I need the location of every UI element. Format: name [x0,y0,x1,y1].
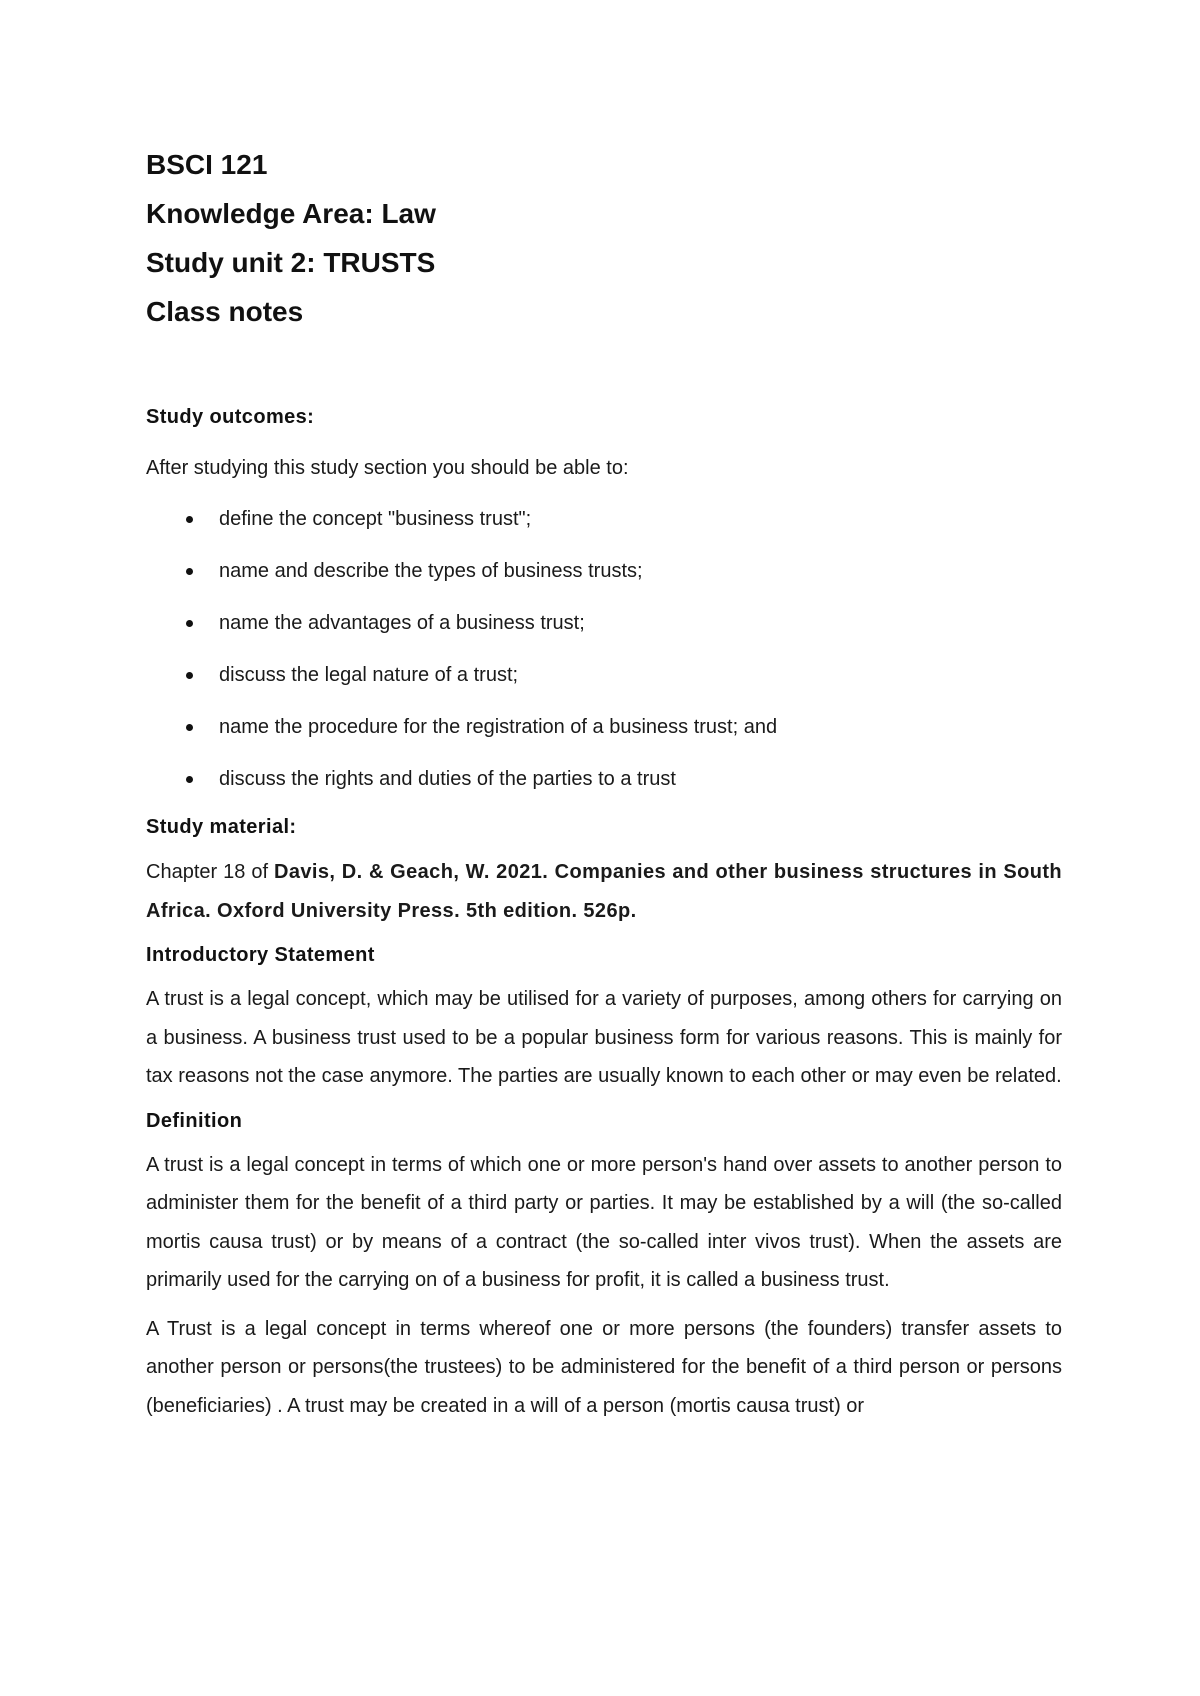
bullet-icon [186,724,193,731]
knowledge-area: Knowledge Area: Law [146,198,436,229]
list-item [146,662,1062,688]
bullet-icon [186,672,193,679]
material-prefix: Chapter 18 of [146,861,275,883]
definition-paragraph-1: A trust is a legal concept in terms of which one or more person's hand over assets to another person to administer them for the benefit of a third party or parties. It may be established by a will (the so-called mortis causa trust) or by means of a contract (the so-called inter vivos trust). When the assets are primarily used for the carrying on of a business for profit, it is called a business trust. [146,1153,1062,1291]
material-reference: Davis, D. & Geach, W. 2021. Companies and other business structures in South Africa. Oxford University Press. 5th edition. 526p. [146,861,1063,922]
list-item [146,766,1062,792]
material-heading: Study material: [146,816,297,838]
document-type: Class notes [146,296,304,327]
material-reference-paragraph [146,853,1062,930]
definition-paragraph-2: A Trust is a legal concept in terms whereof one or more persons (the founders) transfer assets to another person or persons(the trustees) to be administered for the benefit of a third person or persons (beneficiaries) . A trust may be created in a will of a person (mortis causa trust) or [146,1317,1062,1417]
list-item-text: discuss the legal nature of a trust; [219,664,519,686]
outcomes-intro: After studying this study section you should be able to: [146,457,629,479]
outcomes-heading: Study outcomes: [146,406,315,428]
course-code: BSCI 121 [146,149,268,180]
introductory-text: A trust is a legal concept, which may be utilised for a variety of purposes, among others for carrying on a business. A business trust used to be a popular business form for various reasons. This is mainly for tax reasons not the case anymore. The parties are usually known to each other or may even be related. [146,988,1062,1087]
bullet-icon [186,620,193,627]
bullet-icon [186,516,193,523]
bullet-icon [186,568,193,575]
list-item [146,610,1062,636]
definition-heading: Definition [146,1109,243,1132]
list-item [146,714,1062,740]
list-item-text: name and describe the types of business trusts; [219,560,643,582]
study-unit-title: Study unit 2: TRUSTS [146,247,436,278]
list-item [146,506,1062,532]
list-item [146,558,1062,584]
document-page [146,140,1062,1425]
list-item-text: define the concept "business trust"; [219,508,532,530]
list-item-text: discuss the rights and duties of the parties to a trust [219,768,676,790]
introductory-heading: Introductory Statement [146,944,375,966]
list-item-text: name the procedure for the registration of a business trust; and [219,716,778,738]
list-item-text: name the advantages of a business trust; [219,612,585,634]
bullet-icon [186,776,193,783]
outcomes-list [146,506,1062,792]
